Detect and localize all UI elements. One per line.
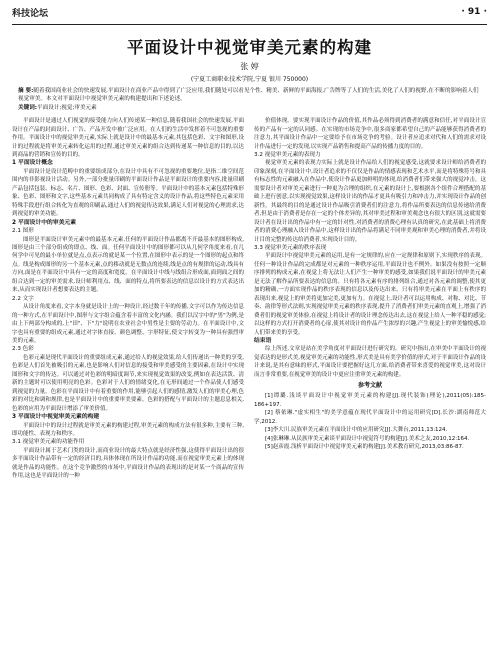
body-paragraph: 价值体现。要实现平面设计作品的价值,其作品必须得到消费者的满意和信任,对平面设计宣传的产品有一定的认同感。在实现的市场竞争中,很多商家都希望自己的产品能够获得消费者的注意力,其平面设计作品中一定要给予在市场竞争的考验。设计者应追求对代和人们的需求对设计作品进行一定的发现,以实现产品销售和提高产品的传播力度的目的。 (254, 118, 486, 150)
section-heading: 3 平面设计中视觉审美元素的构建 (12, 414, 100, 421)
body-paragraph: 平面设计属于艺术门类的设计,而商业设计的最大特点就是经济性强,这使得平面设计出的很多平面设计作品带有一定的经济目的,具体体现在所设计作品的功能,而在视觉审美元素上的体现就是作品的功能性。在这个竞争激烈的市场中,平面设计作品的表现出的是对某一个商品的宣传作用,这也是平面设计的一种 (12, 447, 244, 480)
abstract-text: 随着我国商业社会的快速发展,平面设计在商业产品中得到了广泛应用,我们随处可以看见个性、精美、新鲜的平面海报,广告牌等了人们的生活,美化了人们的视野,在不断的影响着人们视觉审美。本文对平面设计中视觉审美元素的构建提出和下述论述。 (18, 88, 479, 103)
running-header (12, 0, 487, 25)
subsection-heading: 2.3 色彩 (12, 346, 34, 353)
body-columns (12, 117, 487, 480)
section-heading: 结束语 (254, 338, 272, 344)
keywords (18, 104, 481, 112)
body-paragraph: 平面设计中的设计过程就是审美元素的构建过程,审美元素的构成方法有很多种,主要有三种,即功能性、表现力和秩序。 (12, 422, 244, 437)
left-column (12, 117, 244, 480)
right-column (254, 117, 486, 480)
subsection-heading: 3.1 视觉审美元素的功能作用 (12, 439, 85, 446)
article-affiliation: (宁夏工商职业技术学院,宁夏 银川 750000) (190, 76, 309, 83)
section-heading: 2 平面设计中的审美元素 (12, 219, 77, 226)
article-author: 张 婷 (240, 62, 259, 71)
body-paragraph: 图形是平面设计审美元素中的最基本元素,任何的平面设计作品都离不开最基本的图形构成,图形是由三个部分组成的即点、线、面。任何平面设计中的图形都可以从几何学角度来看,在几何学中可见的最小单位就是点,点表示的就是某一个位置,在图形中表示的是一个图形的起点和终点。线是构成图形的另一个基本元素,点的移动就是无数点的连续,线是点的有规律的运动,线具有方向,面是在平面设计中具有一定的高度和宽度。在平面设计中线与线组合形成面,面到面之间的组合达到一定的审美需求,设计师利用点、线、面的特点,将所要表达的信息以设计的方式表达出来,从而实现设计者想要表达的主题。 (12, 236, 244, 294)
abstract (18, 87, 481, 104)
reference-item: [5]赵彦霞.浅析平面设计中视觉审美元素的构建[J].美术教育研究,2013,03:86-87. (265, 443, 464, 450)
subsection-heading: 2.2 文字 (12, 295, 34, 302)
reference-item: [4]张琳琳.从民族审美元素谈平面设计中视觉符号的构建[J].美术之友,2010,12:164. (265, 435, 470, 442)
body-paragraph: 从设计角度来看,文字本身就是设计上的一种设计,经过数千年的传播,文字可以作为传达信息的一种方式,在平面设计中,图形与文字组合蕴含着丰富的文化内涵。我们以汉字中的"男"为例,是由上下两部分构成的,上"田"、下"力"说明在农业社会中男性是主要的劳动力。在平面设计中,文字也具有重要的组成元素,通过对字体直接、颜色调整、字形特征,使文字转变为一种具有强烈审美的元素。 (12, 304, 244, 344)
reference-item: [2] 蔡依琳."虚实相生"的美学意蕴在现代平面设计中的运用研究[D].长沙:湖南师范大学,2012. (254, 410, 486, 425)
keywords-text: 平面设计;视觉;审美元素 (37, 104, 97, 111)
abstract-label: 摘 要: (18, 88, 34, 94)
subsection-heading: 3.2 视觉审美元素的表现力 (254, 152, 321, 159)
body-paragraph: 平面设计中视觉审美元素的运用,是有一定规律的,应在一定规律和原则下,实现秩序的表现。任何一种设计作品的完成都是对元素的一种秩序运用,平面设计也不例外。如果没有按照一定顺序排列的构成元素,在视觉上将无法让人们产生一种审美的感受,如果我们说平面设计的审美元素是无法了解作品所要表达的信息的。只有将各元素有序的排列组合,通过对各元素的调整,使其更加的精确,一方面实现作品的秩序表现的信息以及传达出来。只有将审美元素在平面上有秩序的表现出来,视觉上的审美将更加完美,更加有力。在视觉上,设计者可以运用构成、对称、对比、节奏、韵律等形式法则,实现视觉审美元素的秩序表现,提升了消费者们审美元素的直观上,增强了消费者们的视觉审美体验,在视觉上将设计者的设计理念传达出去,这在视觉上给人一种平稳的感觉;以这样的方式打开消费者的心扉,使其对设计的作品产生浓厚的兴趣,产生视觉上的审美愉悦感,给人们带来美的享受。 (254, 253, 486, 336)
section-heading: 1 平面设计概念 (12, 160, 53, 167)
subsection-heading: 2.1 图形 (12, 228, 34, 235)
subsection-heading: 3.3 视觉审美元素的秩序表现 (254, 245, 327, 252)
body-paragraph: 平面设计是通过人们视觉的接受能力向人们传递某一种信息,随着我国社会的快速发展,平面设计在产品的封面设计、广告、产品开发中被广泛应用。在人们的生活中发挥着不可忽视的重要作用。平面设计中的视觉审美元素,实际上就是设计中的最基本元素,其包括色彩、文字和图形,设计的过程就是将审美元素转化运用的过程,通过审美元素的组合达到传递某一种信息的目的,以达到商品的营销和宣传的目的。 (12, 118, 244, 159)
reference-item: [1]谭璐.浅谈平面设计中视觉审美元素的构建[J].现代装饰(理论),2011(05):185-186+197. (254, 393, 486, 408)
article-title: 平面设计中视觉审美元素的构建 (127, 38, 372, 57)
body-paragraph: 综上所述,文章是站在美学角度对平面设计进行研究的。研究中指出,在审美中平面设计的视觉表达的是形式美,视觉审美元素的功能性,形式美是具有美学价值的形式,对于平面设计作品的设计来说,是其有意味的形式,平面设计要把握好这几方面,给消费者带来喜爱的视觉审美,这对设计而言非常重要,在视觉审美的设计中更应注重审美元素的构建。 (254, 346, 486, 378)
keywords-label: 关键词: (18, 104, 38, 111)
page-number: · 91 · (461, 7, 487, 17)
references-heading: 参考文献 (357, 382, 382, 390)
body-paragraph: 平面设计是设计范畴中的重要组成部分,在设计中具有不可忽视的重要地位,是指二维空间范围内的非影视设计活动。另外,一部分批量印刷的平面设计作品是平面设计的重要内容,批量印刷产品包括包装、标志、名片、图形、色彩、封面、宣传册等。平面设计中的基本元素包括特殊形象、色彩、图形和文字,这些基本元素共同构成了具有特定含义的设计作品,将这些特色元素采用特殊手段进行组合转化为直观的印刷品,通过人们的视觉传达效果,满足人们对视觉的心理需求,达到视觉的审美功能。 (12, 168, 244, 218)
body-paragraph: 视觉审美元素的表现力实际上就是设计作品给人们的视觉感受,这就要求设计师给消费者的印象深刻,在平面设计中,设计者追求的不仅仅是作品的情感表现和艺术水平,而是将特殊符号和具有标志性的元素融入在作品中,使设计作品更加鲜明的体现,给消费者们带来强大的视觉冲击。这需要设计者对审美元素进行一种更为合理的组织,在元素的设计上,要根据各个组件合理搭配的基础上进行创意,以实现视觉效果,这样设计出的作品才更具有吸引力和冲击力,并实现设计作品的创新性。其最终的目的是通过设计作品吸引消费者们的注意力,将作品所要表达的信息传递给消费者,但是由于消费者是存在一定的个体差异的,其对审美过程和审美观念也有很大的区别,这就需要设计者在设计出的作品中有一定的针对性,对消费者的消费心理有认真的研究,在此基础上将消费者的消费心理融入设计作品中,这样设计出的作品将满足不同审美观和审美心理的消费者,并将设计目的完整的传达给消费者,实现设计目的。 (254, 160, 486, 243)
reference-item: [3]李大川.民族审美元素在平面设计中的应用研究[J].大舞台,2011,13:124. (265, 427, 448, 434)
body-paragraph: 色彩元素是现代平面设计的重要组成元素,通过给人的视觉效果,给人们传递出一种美的享受,色彩是人们首先被吸引的元素,也是影响人们对信息的接受和审美感受的主要因素,在设计中实现图形和文字的传达。可以通过对色彩的明暗度调节,来实现视觉效果的改变,例如在表达活泼、清新的主题时可以使用明亮的色彩。色彩对于人们的情绪变化,在无形间通过一个作品使人们感受到视觉的力量。色彩在平面设计中有着重要的作用,能够引起人们的感情,激发人们的审美心理,色彩的对比和调和规律,也是平面设计中的重要审美要素。色彩的搭配与平面设计的主题息息相关,色彩的应用为平面设计增添了审美价值。 (12, 354, 244, 412)
section-name: 科技论坛 (12, 8, 49, 19)
